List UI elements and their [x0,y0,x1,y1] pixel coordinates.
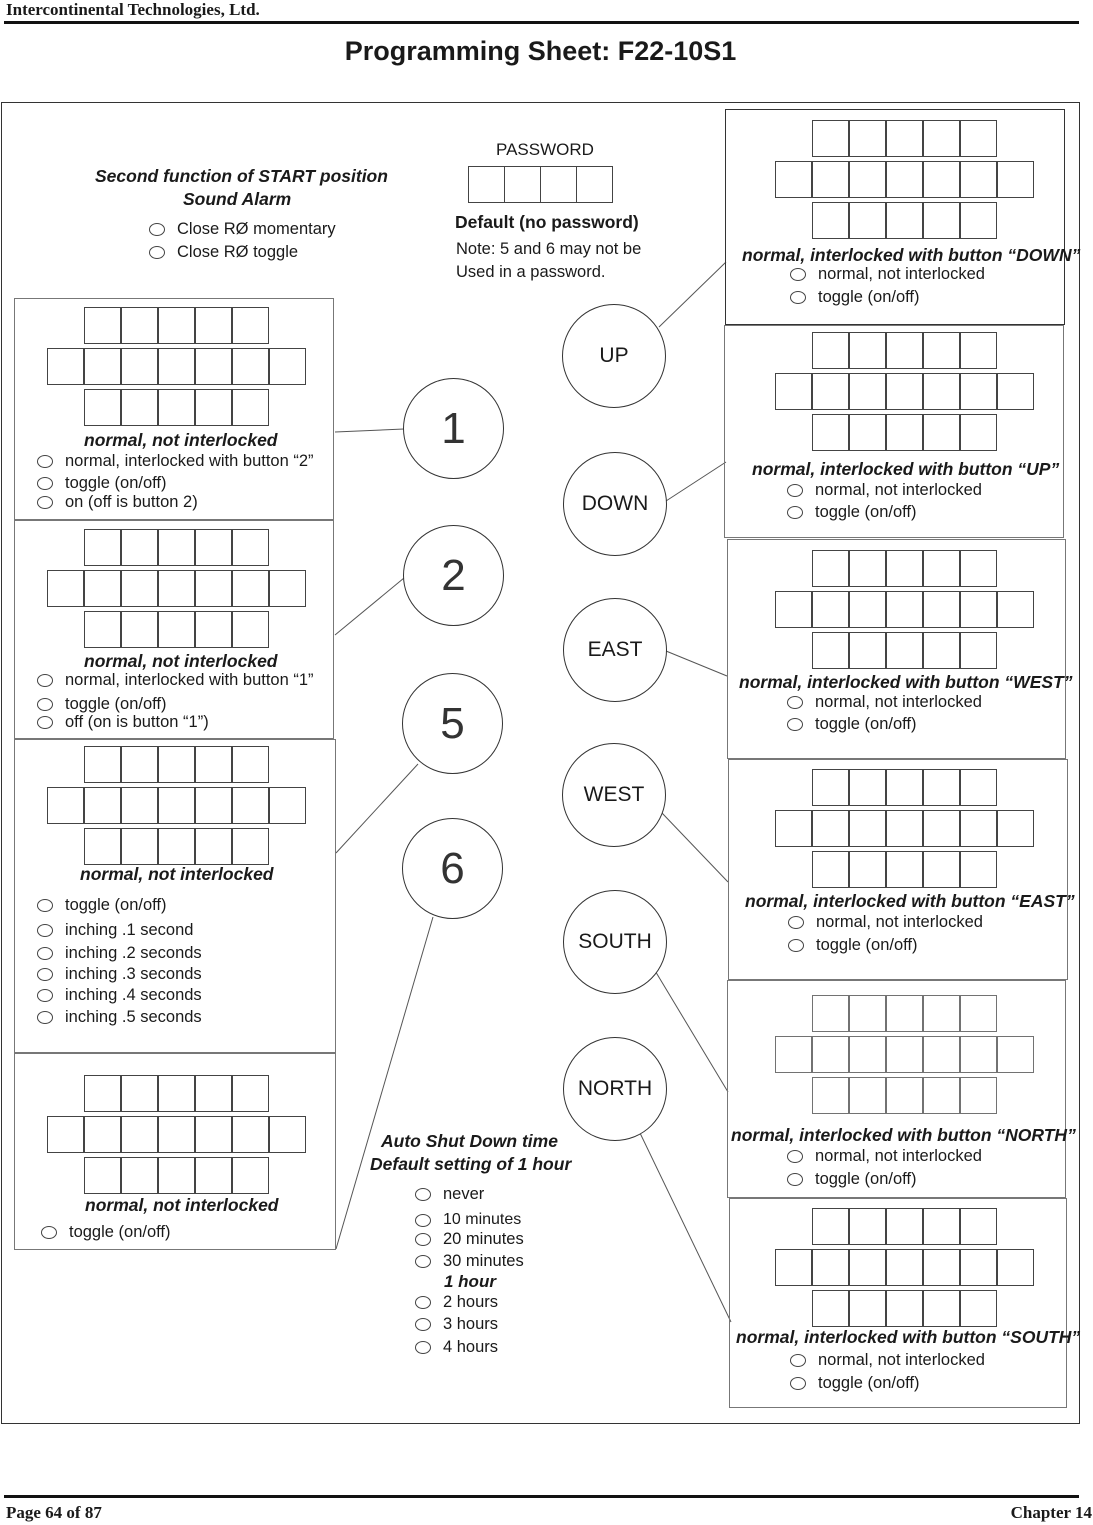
company-name: Intercontinental Technologies, Ltd. [6,0,260,19]
panel-option[interactable]: normal, not interlocked [787,693,982,712]
code-cell[interactable] [960,1290,997,1327]
code-cell[interactable] [158,746,195,783]
code-cell[interactable] [923,332,960,369]
panel-option[interactable]: toggle (on/off) [37,474,167,493]
code-cell[interactable] [84,746,121,783]
code-cell[interactable] [849,414,886,451]
code-cell[interactable] [158,307,195,344]
code-cell[interactable] [84,828,121,865]
code-cell[interactable] [121,1116,158,1153]
start-function-heading-2: Sound Alarm [183,189,292,209]
code-cell[interactable] [923,202,960,239]
code-cell[interactable] [923,1249,960,1286]
password-default: Default (no password) [455,212,639,232]
code-cell[interactable] [232,746,269,783]
panel-caption: normal, not interlocked [84,430,278,450]
radio-icon[interactable] [787,506,803,519]
panel-option[interactable]: toggle (on/off) [787,1170,917,1189]
line-east [666,651,727,676]
radio-icon[interactable] [37,496,53,509]
code-cell[interactable] [812,373,849,410]
code-cell[interactable] [886,1249,923,1286]
code-cell[interactable] [47,787,84,824]
code-cell[interactable] [775,1036,812,1073]
code-cell[interactable] [886,202,923,239]
panel-option[interactable]: normal, not interlocked [790,265,985,284]
radio-icon[interactable] [41,1226,57,1239]
radio-icon[interactable] [415,1214,431,1227]
code-cell[interactable] [47,570,84,607]
code-cell[interactable] [158,1157,195,1194]
code-cell[interactable] [849,591,886,628]
code-cell[interactable] [158,348,195,385]
radio-icon[interactable] [790,268,806,281]
button-6[interactable]: 6 [402,818,503,919]
code-cell[interactable] [886,414,923,451]
code-cell[interactable] [923,995,960,1032]
code-cell[interactable] [812,769,849,806]
line-2 [335,578,404,635]
code-cell[interactable] [997,1249,1034,1286]
panel-option[interactable]: inching .5 seconds [37,1008,202,1027]
code-cell[interactable] [158,828,195,865]
code-cell[interactable] [195,828,232,865]
code-cell[interactable] [960,1036,997,1073]
radio-icon[interactable] [790,1377,806,1390]
code-cell[interactable] [121,389,158,426]
code-cell[interactable] [960,332,997,369]
code-cell[interactable] [812,161,849,198]
code-cell[interactable] [269,348,306,385]
code-cell[interactable] [158,389,195,426]
code-cell[interactable] [232,570,269,607]
line-south [654,969,728,1092]
radio-icon[interactable] [787,696,803,709]
panel-option[interactable]: normal, not interlocked [787,1147,982,1166]
panel-caption: normal, interlocked with button “WEST” [739,672,1073,692]
code-cell[interactable] [886,769,923,806]
code-cell[interactable] [812,550,849,587]
code-cell[interactable] [195,348,232,385]
panel-option[interactable]: inching .2 seconds [37,944,202,963]
radio-icon[interactable] [415,1296,431,1309]
panel-caption: normal, interlocked with button “NORTH” [731,1125,1076,1145]
code-cell[interactable] [195,1116,232,1153]
panel-button-1 [14,298,334,520]
button-1[interactable]: 1 [403,378,504,479]
code-cell[interactable] [775,1249,812,1286]
radio-icon[interactable] [790,1354,806,1367]
panel-caption: normal, interlocked with button “SOUTH” [736,1327,1081,1347]
code-cell[interactable] [997,161,1034,198]
code-cell[interactable] [195,307,232,344]
code-cell[interactable] [960,1249,997,1286]
code-cell[interactable] [849,202,886,239]
code-cell[interactable] [232,787,269,824]
code-cell[interactable] [923,120,960,157]
code-cell[interactable] [923,1036,960,1073]
panel-option[interactable]: on (off is button 2) [37,493,198,512]
code-cell[interactable] [960,414,997,451]
code-cell[interactable] [960,373,997,410]
code-cell[interactable] [849,332,886,369]
code-cell[interactable] [960,1077,997,1114]
code-cell[interactable] [775,373,812,410]
code-cell[interactable] [960,632,997,669]
panel-button-2 [14,520,334,739]
code-cell[interactable] [812,810,849,847]
code-cell[interactable] [923,851,960,888]
code-cell[interactable] [849,373,886,410]
auto-shutdown-heading-2: Default setting of 1 hour [370,1154,572,1174]
code-cell[interactable] [923,550,960,587]
code-cell[interactable] [960,591,997,628]
code-cell[interactable] [849,851,886,888]
radio-icon[interactable] [37,698,53,711]
button-2[interactable]: 2 [403,525,504,626]
code-cell[interactable] [923,161,960,198]
button-up[interactable]: UP [562,304,666,408]
code-cell[interactable] [923,414,960,451]
code-cell[interactable] [84,529,121,566]
radio-icon[interactable] [37,455,53,468]
code-cell[interactable] [886,161,923,198]
code-cell[interactable] [923,1208,960,1245]
code-cell[interactable] [84,787,121,824]
panel-button-south [727,980,1076,1198]
panel-option[interactable]: normal, interlocked with button “2” [37,452,314,471]
code-cell[interactable] [775,591,812,628]
radio-icon[interactable] [787,718,803,731]
panel-button-5 [14,739,336,1053]
code-cell[interactable] [812,1077,849,1114]
code-cell[interactable] [121,307,158,344]
code-cell[interactable] [997,591,1034,628]
line-north [640,1133,731,1322]
code-cell[interactable] [886,1290,923,1327]
panel-button-up [725,109,1081,325]
code-cell[interactable] [886,1036,923,1073]
code-cell[interactable] [849,120,886,157]
page-title: Programming Sheet: F22-10S1 [344,36,737,66]
code-cell[interactable] [158,611,195,648]
code-cell[interactable] [849,995,886,1032]
radio-icon[interactable] [37,947,53,960]
start-function-heading-1: Second function of START position [95,166,388,186]
code-cell[interactable] [775,810,812,847]
code-cell[interactable] [812,995,849,1032]
code-cell[interactable] [849,1208,886,1245]
code-cell[interactable] [960,120,997,157]
code-cell[interactable] [886,632,923,669]
code-cell[interactable] [886,1208,923,1245]
code-cell[interactable] [121,570,158,607]
line-1 [335,429,404,432]
code-cell[interactable] [84,348,121,385]
code-cell[interactable] [269,787,306,824]
panel-button-west [728,759,1075,980]
panel-caption: normal, not interlocked [85,1195,279,1215]
code-cell[interactable] [886,120,923,157]
code-cell[interactable] [195,611,232,648]
panel-button-east [727,539,1073,759]
line-down [666,462,726,501]
code-cell[interactable] [232,307,269,344]
radio-icon[interactable] [37,968,53,981]
panel-option[interactable]: inching .1 second [37,921,193,940]
code-cell[interactable] [812,332,849,369]
code-cell[interactable] [886,332,923,369]
panel-caption: normal, not interlocked [84,651,278,671]
code-cell[interactable] [121,611,158,648]
code-cell[interactable] [84,307,121,344]
code-cell[interactable] [849,550,886,587]
code-cell[interactable] [886,995,923,1032]
code-cell[interactable] [158,529,195,566]
code-cell[interactable] [121,1157,158,1194]
password-cell[interactable] [576,166,613,203]
code-cell[interactable] [121,529,158,566]
code-cell[interactable] [960,769,997,806]
code-cell[interactable] [232,1116,269,1153]
code-cell[interactable] [232,348,269,385]
code-cell[interactable] [812,632,849,669]
code-cell[interactable] [960,550,997,587]
radio-icon[interactable] [788,939,804,952]
code-cell[interactable] [232,828,269,865]
radio-icon[interactable] [790,291,806,304]
code-cell[interactable] [812,1290,849,1327]
code-cell[interactable] [195,529,232,566]
panel-option[interactable]: toggle (on/off) [787,503,917,522]
code-cell[interactable] [84,1157,121,1194]
code-cell[interactable] [47,348,84,385]
panel-option[interactable]: inching .3 seconds [37,965,202,984]
code-cell[interactable] [849,1249,886,1286]
code-cell[interactable] [84,1116,121,1153]
code-cell[interactable] [886,373,923,410]
code-cell[interactable] [195,746,232,783]
code-cell[interactable] [886,1077,923,1114]
password-cell[interactable] [468,166,505,203]
shutdown-option-1-hour: 1 hour [444,1272,496,1291]
code-cell[interactable] [195,1075,232,1112]
panel-option[interactable]: toggle (on/off) [41,1223,171,1242]
radio-icon[interactable] [415,1318,431,1331]
panel-caption: normal, not interlocked [80,864,274,884]
panel-option[interactable]: off (on is button “1”) [37,713,209,732]
code-cell[interactable] [997,1036,1034,1073]
line-west [662,813,728,882]
radio-icon[interactable] [149,223,165,236]
code-cell[interactable] [960,810,997,847]
code-cell[interactable] [121,348,158,385]
radio-icon[interactable] [787,1150,803,1163]
code-cell[interactable] [849,632,886,669]
shutdown-option-4-hours[interactable]: 4 hours [415,1338,498,1357]
code-cell[interactable] [47,1116,84,1153]
code-cell[interactable] [849,769,886,806]
shutdown-option-30-minutes[interactable]: 30 minutes [415,1252,524,1271]
code-cell[interactable] [812,591,849,628]
code-cell[interactable] [923,373,960,410]
panel-option[interactable]: toggle (on/off) [37,695,167,714]
panel-option[interactable]: toggle (on/off) [787,715,917,734]
panel-option[interactable]: normal, not interlocked [788,913,983,932]
code-cell[interactable] [232,389,269,426]
password-cell[interactable] [540,166,577,203]
code-cell[interactable] [923,769,960,806]
panel-button-north [729,1198,1081,1408]
code-cell[interactable] [158,570,195,607]
button-south[interactable]: SOUTH [563,890,667,994]
shutdown-option-3-hours[interactable]: 3 hours [415,1315,498,1334]
auto-shutdown-heading-1: Auto Shut Down time [381,1131,558,1151]
panel-button-6 [14,1053,336,1250]
page-number: Page 64 of 87 [6,1503,102,1522]
start-option-momentary[interactable]: Close RØ momentary [149,220,336,239]
panel-option[interactable]: toggle (on/off) [788,936,918,955]
radio-icon[interactable] [787,1173,803,1186]
radio-icon[interactable] [788,916,804,929]
button-east[interactable]: EAST [563,598,667,702]
shutdown-option-10-minutes[interactable]: 10 minutes [415,1211,521,1229]
radio-icon[interactable] [37,477,53,490]
radio-icon[interactable] [37,924,53,937]
code-cell[interactable] [84,611,121,648]
radio-icon[interactable] [415,1255,431,1268]
radio-icon[interactable] [149,246,165,259]
radio-icon[interactable] [415,1188,431,1201]
code-cell[interactable] [886,851,923,888]
code-cell[interactable] [960,202,997,239]
code-cell[interactable] [812,202,849,239]
code-cell[interactable] [960,851,997,888]
panel-caption: normal, interlocked with button “EAST” [745,891,1075,911]
code-cell[interactable] [997,373,1034,410]
panel-option[interactable]: toggle (on/off) [790,1374,920,1393]
code-cell[interactable] [121,828,158,865]
code-cell[interactable] [849,161,886,198]
code-cell[interactable] [84,1075,121,1112]
code-cell[interactable] [232,611,269,648]
code-cell[interactable] [960,1208,997,1245]
code-cell[interactable] [849,1036,886,1073]
code-cell[interactable] [121,787,158,824]
code-cell[interactable] [195,1157,232,1194]
panel-button-down [724,325,1064,538]
code-cell[interactable] [923,1290,960,1327]
code-cell[interactable] [886,810,923,847]
code-cell[interactable] [195,570,232,607]
code-cell[interactable] [232,529,269,566]
code-cell[interactable] [812,1208,849,1245]
code-cell[interactable] [812,1249,849,1286]
panel-option[interactable]: inching .4 seconds [37,986,202,1005]
button-5[interactable]: 5 [402,673,503,774]
radio-icon[interactable] [787,484,803,497]
code-cell[interactable] [121,1075,158,1112]
code-cell[interactable] [849,1290,886,1327]
footer-rule [4,1495,1079,1498]
code-cell[interactable] [158,787,195,824]
radio-icon[interactable] [415,1341,431,1354]
code-cell[interactable] [158,1075,195,1112]
code-cell[interactable] [849,1077,886,1114]
line-up [659,262,726,327]
panel-option[interactable]: normal, interlocked with button “1” [37,671,314,690]
code-cell[interactable] [997,810,1034,847]
code-cell[interactable] [849,810,886,847]
code-cell[interactable] [812,1036,849,1073]
start-option-toggle[interactable]: Close RØ toggle [149,243,298,262]
panel-option[interactable]: toggle (on/off) [37,896,167,915]
code-cell[interactable] [84,570,121,607]
password-label: PASSWORD [496,140,594,159]
radio-icon[interactable] [37,1011,53,1024]
password-note-1: Note: 5 and 6 may not be [456,240,642,258]
code-cell[interactable] [923,1077,960,1114]
code-cell[interactable] [195,389,232,426]
radio-icon[interactable] [415,1233,431,1246]
button-west[interactable]: WEST [562,743,666,847]
panel-option[interactable]: normal, not interlocked [790,1351,985,1370]
code-cell[interactable] [960,995,997,1032]
code-cell[interactable] [960,161,997,198]
button-north[interactable]: NORTH [563,1037,667,1141]
code-cell[interactable] [121,746,158,783]
code-cell[interactable] [269,570,306,607]
code-cell[interactable] [232,1075,269,1112]
code-cell[interactable] [923,632,960,669]
panel-caption: normal, interlocked with button “UP” [752,459,1060,479]
password-cell[interactable] [504,166,541,203]
code-cell[interactable] [812,414,849,451]
chapter-label: Chapter 14 [1010,1503,1092,1522]
code-cell[interactable] [232,1157,269,1194]
code-cell[interactable] [886,591,923,628]
button-down[interactable]: DOWN [563,452,667,556]
shutdown-option-20-minutes[interactable]: 20 minutes [415,1230,524,1249]
code-cell[interactable] [886,550,923,587]
shutdown-option-never[interactable]: never [415,1185,484,1204]
code-cell[interactable] [812,120,849,157]
code-cell[interactable] [923,810,960,847]
code-cell[interactable] [775,161,812,198]
radio-icon[interactable] [37,989,53,1002]
code-cell[interactable] [812,851,849,888]
radio-icon[interactable] [37,899,53,912]
code-cell[interactable] [269,1116,306,1153]
panel-option[interactable]: normal, not interlocked [787,481,982,500]
code-cell[interactable] [195,787,232,824]
radio-icon[interactable] [37,674,53,687]
panel-caption: normal, interlocked with button “DOWN” [742,245,1081,265]
code-cell[interactable] [84,389,121,426]
code-cell[interactable] [923,591,960,628]
line-5 [336,764,418,853]
radio-icon[interactable] [37,716,53,729]
password-note-2: Used in a password. [456,263,606,281]
panel-option[interactable]: toggle (on/off) [790,288,920,307]
shutdown-option-2-hours[interactable]: 2 hours [415,1293,498,1312]
code-cell[interactable] [158,1116,195,1153]
